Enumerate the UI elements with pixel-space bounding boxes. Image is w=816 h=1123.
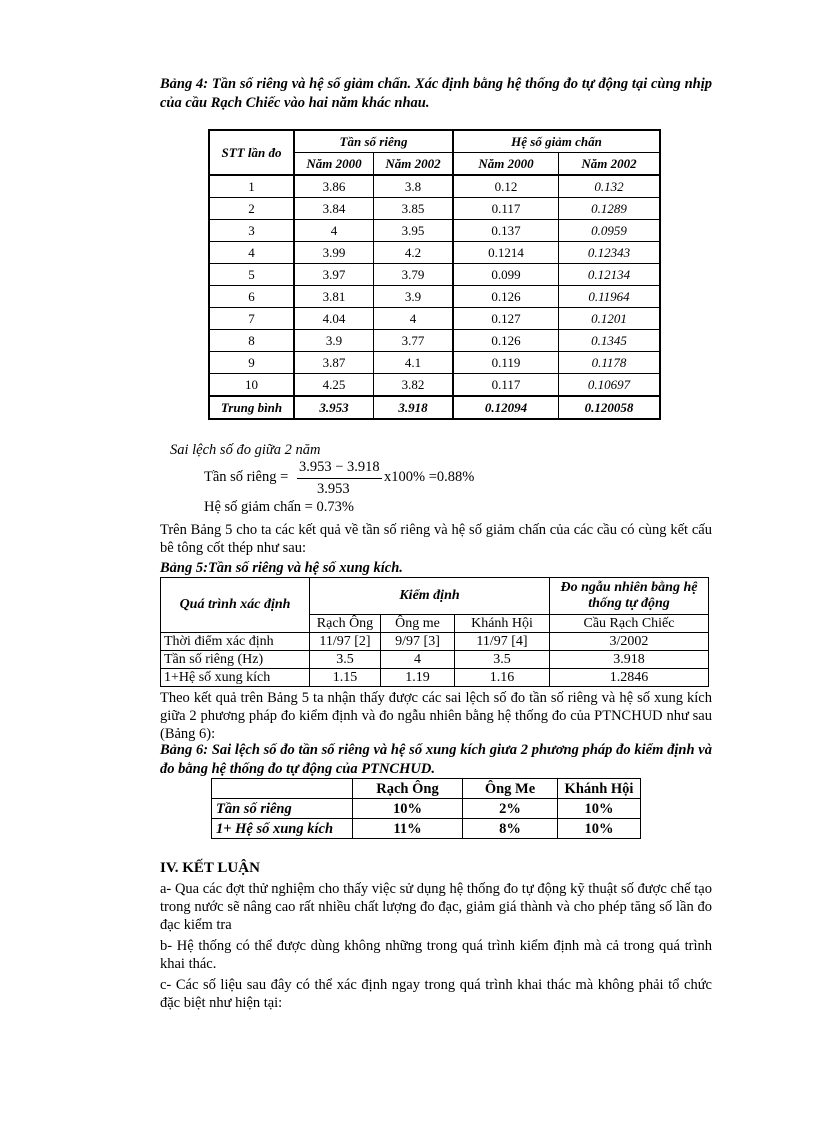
table4-cell: 6 [209, 286, 294, 308]
table4-cell: 0.0959 [559, 220, 661, 242]
table4-cell: 3.9 [374, 286, 454, 308]
table4-cell: 3.81 [294, 286, 374, 308]
table4-cell: 4 [294, 220, 374, 242]
table4-subheader: Năm 2002 [559, 153, 661, 176]
table5-bridge: Khánh Hội [455, 615, 550, 633]
table4-row [209, 286, 660, 308]
table4-cell: 0.127 [453, 308, 559, 330]
table6-caption: Bảng 6: Sai lệch số đo tần số riêng và hệ số xung kích giưa 2 phương pháp đo kiểm định và đo bằng hệ thống đo tự động của PTNCHUD. [160, 742, 712, 777]
table4 [208, 129, 661, 420]
table5-cell: 1.2846 [550, 669, 709, 687]
table5-bridge: Ông me [381, 615, 455, 633]
table4-cell: 1 [209, 175, 294, 198]
table4-caption: Bảng 4: Tần số riêng và hệ số giảm chấn. Xác định bằng hệ thống đo tự động tại cùng nhịp của cầu Rạch Chiếc vào hai năm khác nhau. [160, 76, 712, 111]
table5-bridge: Rạch Ông [310, 615, 381, 633]
table4-subheader: Năm 2000 [294, 153, 374, 176]
section-title: IV. KẾT LUẬN [160, 860, 260, 876]
frequency-formula [204, 459, 524, 499]
table4-cell: 2 [209, 198, 294, 220]
table5 [160, 577, 709, 687]
table5-row [161, 669, 709, 687]
table5-cell: Tần số riêng (Hz) [161, 651, 310, 669]
table5-cell: 4 [381, 651, 455, 669]
table4-cell: 4 [374, 308, 454, 330]
conclusion-c: c- Các số liệu sau đây có thể xác định ngay trong quá trình khai thác mà không phải tổ chức đặc biệt như hiện tại: [160, 977, 712, 1011]
table5-cell: 1.16 [455, 669, 550, 687]
table4-cell: 5 [209, 264, 294, 286]
fraction-bar [297, 478, 382, 479]
table6-cell: 10% [558, 819, 641, 839]
table4-header-stt: STT lần đo [209, 130, 294, 175]
conclusion-a: a- Qua các đợt thử nghiệm cho thấy việc sử dụng hệ thống đo tự động kỹ thuật số được chế tạo trong nước sẽ nâng cao rất nhiều chất lượng đo đạc, giảm giá thành và cho phép tăng số lần đo đạc kiểm tra [160, 881, 712, 933]
table5-cell: Thời điểm xác định [161, 633, 310, 651]
table4-cell: 0.12094 [453, 396, 559, 419]
table4-cell: 7 [209, 308, 294, 330]
table5-cell: 3.918 [550, 651, 709, 669]
table4-cell: 3.84 [294, 198, 374, 220]
table4-cell: 3.953 [294, 396, 374, 419]
table5-cell: 1+Hệ số xung kích [161, 669, 310, 687]
table4-header-damp: Hệ số giảm chấn [453, 130, 660, 153]
table4-cell: 3.918 [374, 396, 454, 419]
table6-row [212, 799, 641, 819]
table6-cell: 10% [353, 799, 463, 819]
table4-cell: 0.132 [559, 175, 661, 198]
table6-cell: Tần số riêng [212, 799, 353, 819]
table4-cell: 3.82 [374, 374, 454, 397]
table4-cell: 0.137 [453, 220, 559, 242]
table5-caption: Bảng 5:Tần số riêng và hệ số xung kích. [160, 560, 403, 576]
table4-row [209, 264, 660, 286]
table4-row [209, 220, 660, 242]
table4-subheader: Năm 2002 [374, 153, 454, 176]
table4-cell: 0.11964 [559, 286, 661, 308]
table4-cell: 0.117 [453, 374, 559, 397]
table5-cell: 3/2002 [550, 633, 709, 651]
table4-cell: 9 [209, 352, 294, 374]
table4-row [209, 198, 660, 220]
table4-cell: 0.1178 [559, 352, 661, 374]
paragraph-2: Theo kết quả trên Bảng 5 ta nhận thấy được các sai lệch số đo tần số riêng và hệ số xung kích giữa 2 phương pháp đo kiểm định và đo ngẫu nhiên bằng hệ thống đo của PTNCHUD như sau (Bảng 6): [160, 690, 712, 742]
table5-header-process: Quá trình xác định [161, 578, 310, 633]
table5-row [161, 651, 709, 669]
table5-cell: 11/97 [2] [310, 633, 381, 651]
conclusion-b: b- Hệ thống có thể được dùng không những trong quá trình kiểm định mà cả trong quá trình khai thác. [160, 938, 712, 972]
table4-cell: 4.04 [294, 308, 374, 330]
table4-cell: 3.97 [294, 264, 374, 286]
table5-cell: 1.19 [381, 669, 455, 687]
table6-cell: 8% [463, 819, 558, 839]
table4-cell: 0.12 [453, 175, 559, 198]
table6-header: Rạch Ông [353, 779, 463, 799]
table4-row [209, 175, 660, 198]
table6-header: Khánh Hội [558, 779, 641, 799]
table6-cell: 10% [558, 799, 641, 819]
table5-cell: 3.5 [310, 651, 381, 669]
table4-cell: 0.1289 [559, 198, 661, 220]
formula-numerator: 3.953 − 3.918 [299, 459, 380, 475]
table4-cell: Trung bình [209, 396, 294, 419]
error-title: Sai lệch số đo giữa 2 năm [170, 442, 321, 458]
table4-subheader: Năm 2000 [453, 153, 559, 176]
table4-cell: 3.86 [294, 175, 374, 198]
table4-cell: 0.1345 [559, 330, 661, 352]
table4-row [209, 330, 660, 352]
formula-result: x100% =0.88% [384, 469, 475, 485]
table4-cell: 0.12343 [559, 242, 661, 264]
table6-corner [212, 779, 353, 799]
table5-cell: 11/97 [4] [455, 633, 550, 651]
table4-cell: 3.85 [374, 198, 454, 220]
table4-cell: 0.119 [453, 352, 559, 374]
table4-row [209, 374, 660, 397]
table4-cell: 0.126 [453, 286, 559, 308]
table6-row [212, 819, 641, 839]
table6-cell: 1+ Hệ số xung kích [212, 819, 353, 839]
table4-cell: 0.1214 [453, 242, 559, 264]
table4-cell: 0.1201 [559, 308, 661, 330]
table4-cell: 0.126 [453, 330, 559, 352]
table4-cell: 4.25 [294, 374, 374, 397]
table4-cell: 3 [209, 220, 294, 242]
table4-cell: 4.1 [374, 352, 454, 374]
table5-cell: 3.5 [455, 651, 550, 669]
table4-cell: 0.117 [453, 198, 559, 220]
table4-cell: 0.120058 [559, 396, 661, 419]
table4-cell: 3.87 [294, 352, 374, 374]
table4-cell: 4 [209, 242, 294, 264]
table6-cell: 2% [463, 799, 558, 819]
table5-cell: 1.15 [310, 669, 381, 687]
table5-bridge: Cầu Rạch Chiếc [550, 615, 709, 633]
table4-cell: 4.2 [374, 242, 454, 264]
paragraph-1: Trên Bảng 5 cho ta các kết quả về tần số riêng và hệ số giảm chấn của các cầu có cùng kết cấu bê tông cốt thép như sau: [160, 522, 712, 556]
table6-cell: 11% [353, 819, 463, 839]
table5-header-random: Đo ngẫu nhiên bằng hệ thống tự động [550, 578, 709, 615]
damping-error: Hệ số giảm chấn = 0.73% [204, 499, 354, 515]
table4-cell: 3.95 [374, 220, 454, 242]
formula-denominator: 3.953 [317, 481, 350, 497]
table4-cell: 3.79 [374, 264, 454, 286]
table4-cell: 3.9 [294, 330, 374, 352]
table4-row [209, 242, 660, 264]
table4-cell: 0.10697 [559, 374, 661, 397]
table4-cell: 0.099 [453, 264, 559, 286]
table4-cell: 0.12134 [559, 264, 661, 286]
table4-header-freq: Tần số riêng [294, 130, 453, 153]
table4-average-row [209, 396, 660, 419]
formula-label: Tần số riêng = [204, 469, 289, 485]
table4-cell: 3.99 [294, 242, 374, 264]
table4-cell: 8 [209, 330, 294, 352]
table6 [211, 778, 641, 839]
table6-header: Ông Me [463, 779, 558, 799]
table4-cell: 3.77 [374, 330, 454, 352]
table4-row [209, 352, 660, 374]
table5-header-inspect: Kiểm định [310, 578, 550, 615]
table4-cell: 10 [209, 374, 294, 397]
table5-row [161, 633, 709, 651]
table4-row [209, 308, 660, 330]
table5-cell: 9/97 [3] [381, 633, 455, 651]
table4-cell: 3.8 [374, 175, 454, 198]
